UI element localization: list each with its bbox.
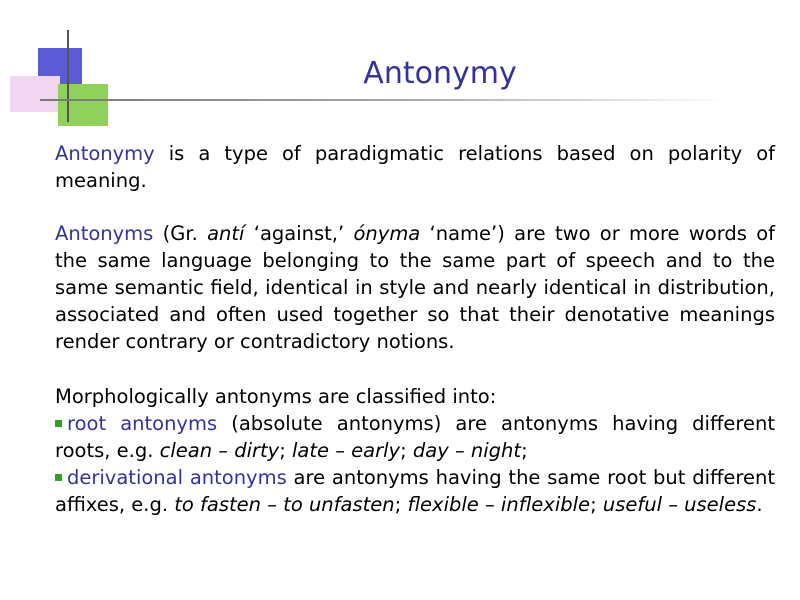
term-antonyms: Antonyms: [55, 222, 154, 245]
term-antonymy: Antonymy: [55, 142, 155, 165]
classification-intro: Morphologically antonyms are classified into:: [55, 385, 497, 408]
etymology-onyma: ónyma: [353, 222, 421, 245]
bullet-square-icon: [55, 474, 62, 481]
etymology-anti: antí: [207, 222, 245, 245]
example-flexible-inflexible: flexible – inflexible: [407, 493, 591, 516]
example-late-early: late – early: [292, 439, 401, 462]
terminator: .: [756, 493, 763, 516]
term-root-antonyms: root antonyms: [67, 412, 218, 435]
root-antonyms-text: (absolute antonyms) are antonyms having different roots, e.g.: [55, 412, 775, 462]
terminator: ;: [521, 439, 528, 462]
bullet-root-antonyms: [55, 410, 775, 464]
example-day-night: day – night: [412, 439, 522, 462]
definition-text: is a type of paradigmatic relations based on polarity of meaning.: [55, 142, 775, 192]
separator: ;: [279, 439, 292, 462]
derivational-antonyms-text: are antonyms having the same root but different affixes, e.g.: [55, 466, 776, 516]
slide-title: Antonymy: [363, 56, 517, 91]
example-fasten-unfasten: to fasten – to unfasten: [174, 493, 395, 516]
title-underline: [40, 99, 730, 101]
definition-paragraph: [55, 140, 775, 194]
separator: ;: [394, 493, 408, 516]
etymology-gloss-against: ‘against,’: [244, 222, 354, 245]
separator: ;: [400, 439, 413, 462]
slide-body: [55, 140, 775, 518]
bullet-derivational-antonyms: [55, 464, 775, 518]
separator: ;: [590, 493, 603, 516]
example-clean-dirty: clean – dirty: [159, 439, 280, 462]
bullet-square-icon: [55, 420, 62, 427]
term-derivational-antonyms: derivational antonyms: [67, 466, 287, 489]
antonyms-paragraph: [55, 220, 775, 355]
etymology-prefix: (Gr.: [153, 222, 208, 245]
antonyms-definition-text: ‘name’) are two or more words of the same language belonging to the same part of speech and to the same semantic field, identical in style and nearly identical in distribution, associated and often used together so that their denotative meanings render contrary or contradictory notions.: [55, 222, 775, 353]
example-useful-useless: useful – useless: [602, 493, 757, 516]
